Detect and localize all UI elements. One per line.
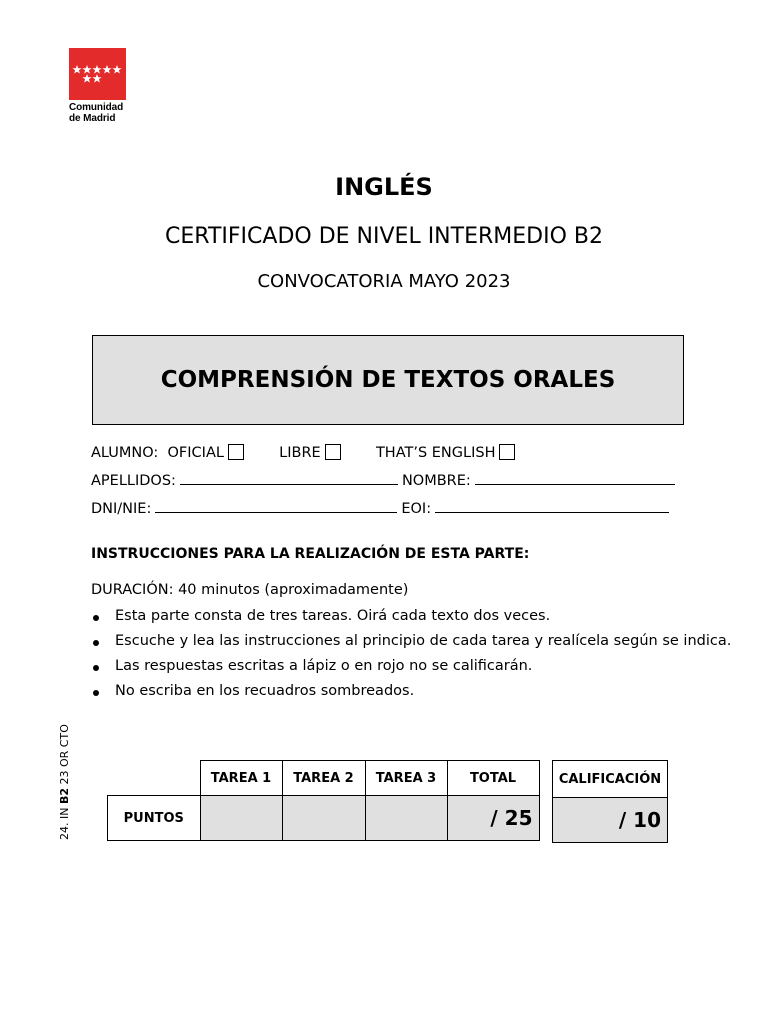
score-header-total: TOTAL: [447, 761, 539, 796]
certificate-subtitle: CERTIFICADO DE NIVEL INTERMEDIO B2: [165, 224, 603, 249]
comunidad-de-madrid-logo: [69, 48, 127, 124]
list-item: Las respuestas escritas a lápiz o en rojo no se calificarán.: [91, 658, 731, 683]
section-title-box: [92, 335, 684, 425]
thats-english-label: THAT’S ENGLISH: [375, 445, 496, 461]
grade-table: [552, 760, 668, 843]
score-table: [107, 760, 540, 841]
madrid-flag-icon: [69, 48, 126, 100]
tarea-1-score-cell: [200, 796, 282, 841]
grade-value-cell: / 10: [553, 798, 668, 843]
list-item: No escriba en los recuadros sombreados.: [91, 683, 731, 708]
page-title: INGLÉS: [335, 173, 433, 201]
exam-call: CONVOCATORIA MAYO 2023: [257, 271, 511, 292]
duration-text: DURACIÓN: 40 minutos (aproximadamente): [91, 582, 409, 598]
name-row: [91, 472, 679, 489]
grade-header: CALIFICACIÓN: [553, 761, 668, 798]
student-type-row: [91, 444, 515, 461]
libre-label: LIBRE: [279, 445, 321, 461]
id-row: [91, 500, 673, 517]
eoi-label: EOI:: [401, 501, 432, 517]
libre-checkbox[interactable]: [325, 444, 341, 460]
score-header-tarea-1: TAREA 1: [200, 761, 282, 796]
instructions-list: [91, 608, 731, 708]
oficial-label: OFICIAL: [167, 445, 224, 461]
section-title: COMPRENSIÓN DE TEXTOS ORALES: [160, 367, 616, 393]
nombre-field[interactable]: [475, 472, 675, 485]
tarea-3-score-cell: [365, 796, 447, 841]
exam-code-level: B2: [58, 787, 71, 805]
dni-label: DNI/NIE:: [91, 501, 152, 517]
oficial-checkbox[interactable]: [228, 444, 244, 460]
logo-line-1: Comunidad: [69, 102, 124, 113]
nombre-label: NOMBRE:: [401, 473, 471, 489]
total-score-cell: / 25: [447, 796, 539, 841]
score-table-corner: [108, 761, 201, 796]
exam-code: [58, 724, 71, 840]
apellidos-label: APELLIDOS:: [91, 473, 176, 489]
logo-text: [69, 102, 127, 124]
exam-code-suffix: 23 OR CTO: [58, 724, 71, 788]
apellidos-field[interactable]: [180, 472, 398, 485]
list-item: Esta parte consta de tres tareas. Oirá cada texto dos veces.: [91, 608, 731, 633]
list-item: Escuche y lea las instrucciones al principio de cada tarea y realícela según se indica.: [91, 633, 731, 658]
eoi-field[interactable]: [435, 500, 669, 513]
exam-code-prefix: 24. IN: [58, 804, 71, 840]
logo-line-2: de Madrid: [69, 113, 116, 124]
thats-english-checkbox[interactable]: [499, 444, 515, 460]
tarea-2-score-cell: [282, 796, 365, 841]
instructions-title: INSTRUCCIONES PARA LA REALIZACIÓN DE ESTA PARTE:: [91, 546, 530, 562]
dni-field[interactable]: [155, 500, 397, 513]
score-header-tarea-2: TAREA 2: [282, 761, 365, 796]
puntos-label: PUNTOS: [108, 796, 201, 841]
score-header-tarea-3: TAREA 3: [365, 761, 447, 796]
alumno-label: ALUMNO:: [91, 445, 159, 461]
